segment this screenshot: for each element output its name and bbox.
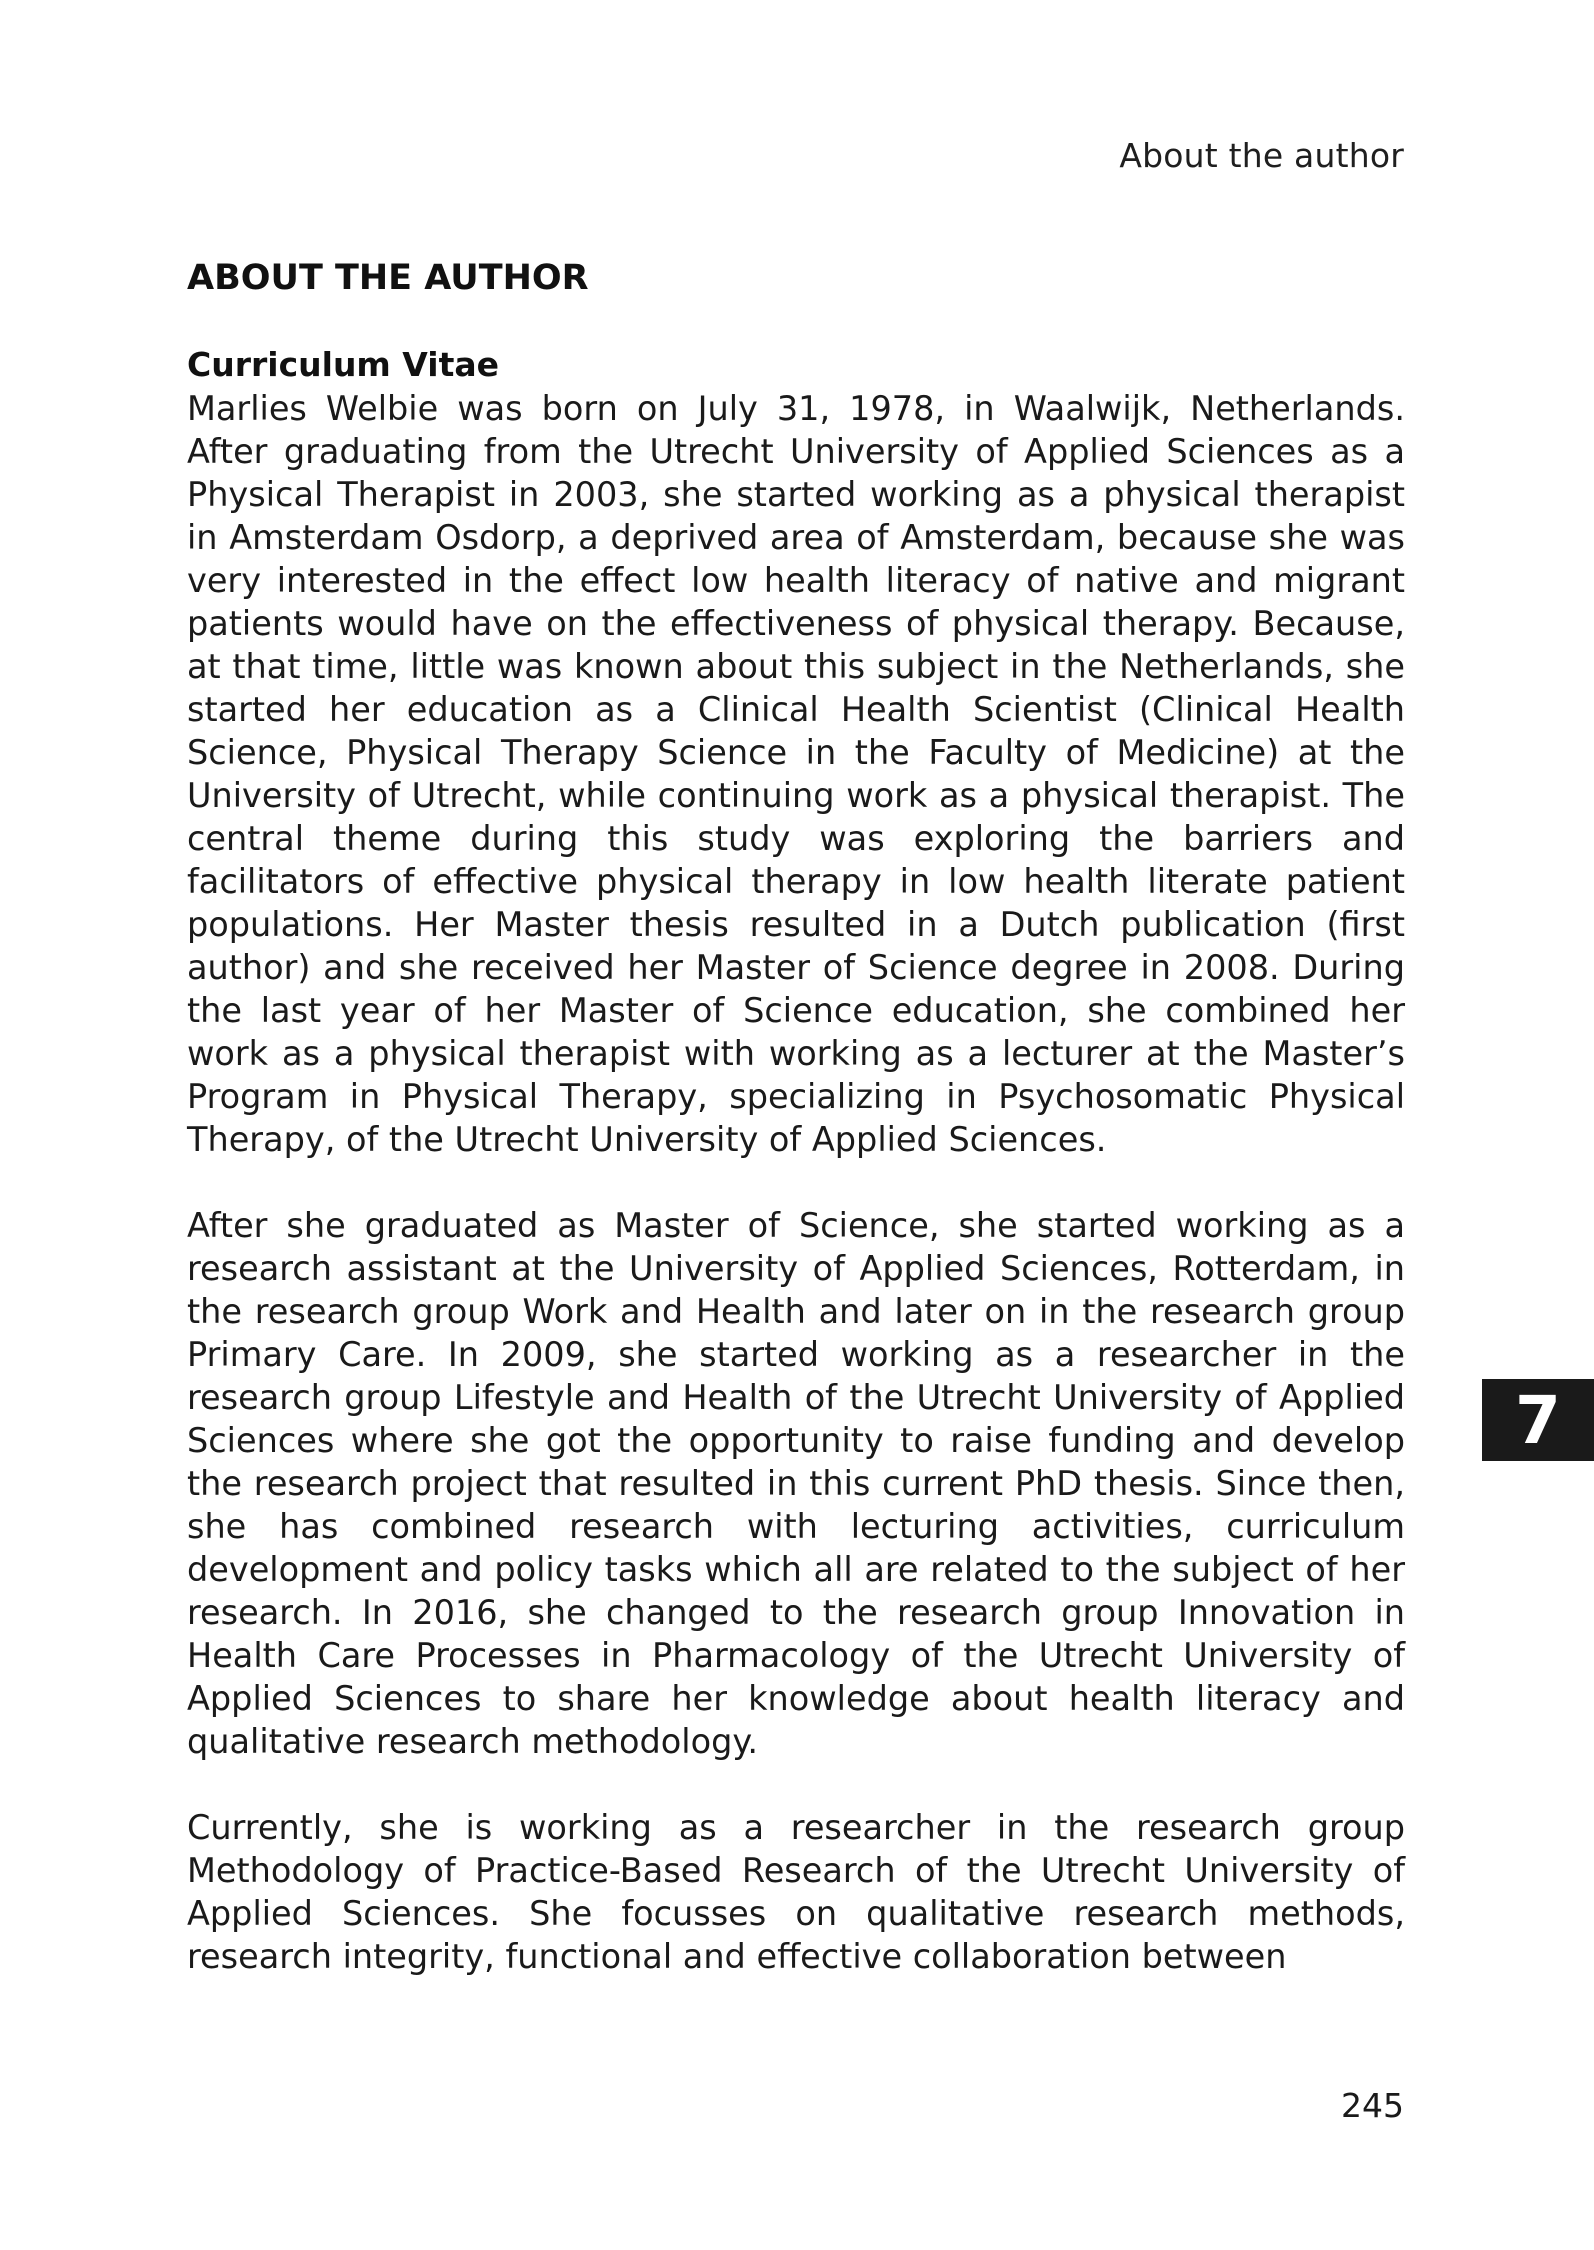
paragraph-2: After she graduated as Master of Science, she started working as a research assistant at the University of Applied Sciences, Rotterdam, in the research group Work and Health and later on in the research group Primary Care. In 2009, she started working as a researcher in the research group Lifestyle and Health of the Utrecht University of Applied Sciences where she got the opportunity to raise funding and develop the research project that resulted in this current PhD thesis. Since then, she has combined research with lecturing activities, curriculum development and policy tasks which all are related to the subject of her research. In 2016, she changed to the research group Innovation in Health Care Processes in Pharmacology of the Utrecht University of Applied Sciences to share her knowledge about health literacy and qualitative research methodology. xyxy=(187,1206,1405,1761)
chapter-tab: 7 xyxy=(1482,1379,1594,1461)
subsection-title: Curriculum Vitae xyxy=(187,345,500,384)
section-title: ABOUT THE AUTHOR xyxy=(187,258,589,298)
page-number: 245 xyxy=(1341,2086,1404,2125)
paragraph-1: Marlies Welbie was born on July 31, 1978, in Waalwijk, Netherlands. After graduating from the Utrecht University of Applied Sciences as a Physical Therapist in 2003, she started working as a physical therapist in Amsterdam Osdorp, a deprived area of Amsterdam, because she was very interested in the effect low health literacy of native and migrant patients would have on the effectiveness of physical therapy. Because, at that time, little was known about this subject in the Netherlands, she started her education as a Clinical Health Scientist (Clinical Health Science, Physical Therapy Science in the Faculty of Medicine) at the University of Utrecht, while continuing work as a physical therapist. The central theme during this study was exploring the barriers and facilitators of effective physical therapy in low health literate patient populations. Her Master thesis resulted in a Dutch publication (first author) and she received her Master of Science degree in 2008. During the last year of her Master of Science education, she combined her work as a physical therapist with working as a lecturer at the Master’s Program in Physical Therapy, specializing in Psychosomatic Physical Therapy, of the Utrecht University of Applied Sciences. xyxy=(187,389,1405,1159)
page-content xyxy=(187,255,1405,1978)
running-header: About the author xyxy=(1119,136,1404,175)
paragraph-3: Currently, she is working as a researcher in the research group Methodology of Practice-Based Research of the Utrecht University of Applied Sciences. She focusses on qualitative research methods, research integrity, functional and effective collaboration between xyxy=(187,1808,1405,1976)
